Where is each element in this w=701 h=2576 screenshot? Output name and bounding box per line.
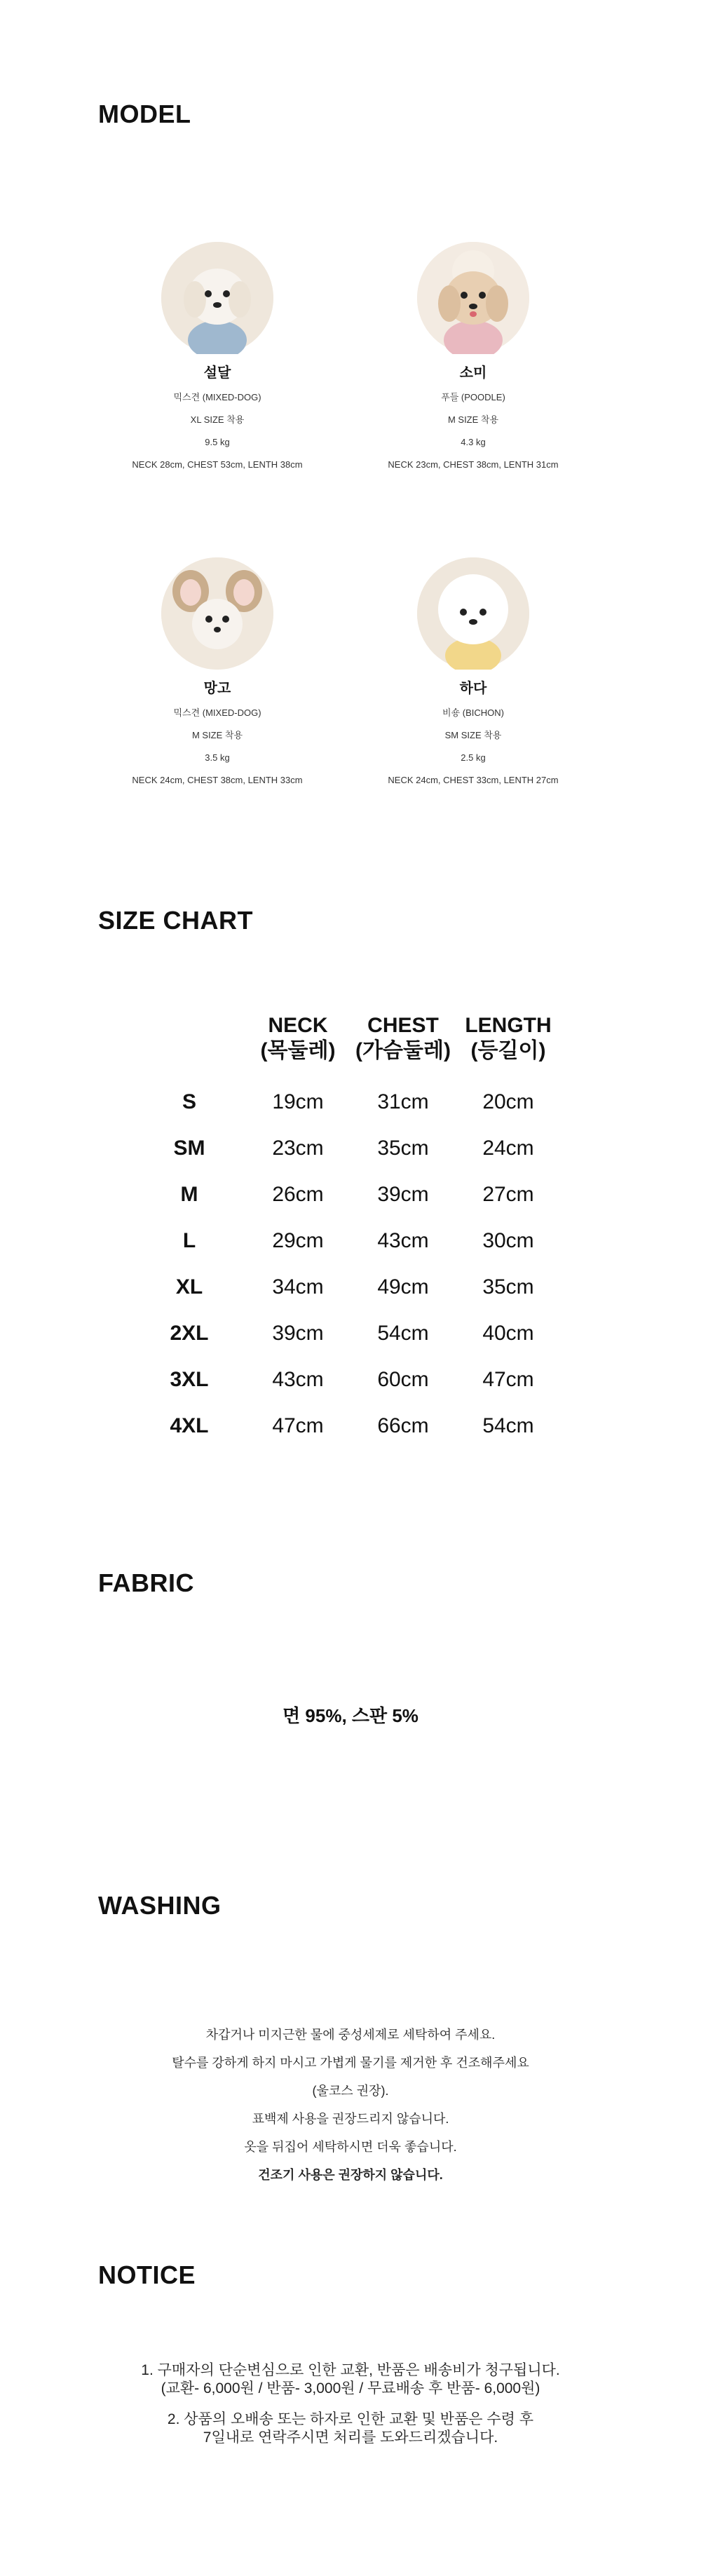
length-cell: 27cm — [482, 1183, 534, 1206]
papillon-dog-photo — [161, 557, 273, 670]
washing-line: (울코스 권장). — [312, 2084, 389, 2098]
length-cell: 54cm — [482, 1414, 534, 1437]
model-weight: 3.5 kg — [205, 752, 230, 763]
size-label: SM — [173, 1137, 205, 1160]
model-name: 설달 — [203, 365, 231, 381]
model-breed: 믹스견 (MIXED-DOG) — [173, 707, 261, 718]
table-row — [133, 1403, 561, 1449]
length-cell: 47cm — [482, 1368, 534, 1391]
length-cell: 20cm — [482, 1090, 534, 1113]
length-cell: 35cm — [482, 1275, 534, 1299]
neck-cell: 19cm — [272, 1090, 324, 1113]
model-measure: NECK 24cm, CHEST 33cm, LENTH 27cm — [388, 775, 559, 785]
washing-line: 탈수를 강하게 하지 마시고 가볍게 물기를 제거한 후 건조해주세요 — [172, 2056, 529, 2070]
model-size: M SIZE 착용 — [191, 730, 243, 740]
notice-line: 1. 구매자의 단순변심으로 인한 교환, 반품은 배송비가 청구됩니다. — [141, 2362, 560, 2378]
table-row — [133, 1264, 561, 1310]
size-label: 2XL — [170, 1322, 209, 1345]
model-weight: 9.5 kg — [205, 437, 230, 447]
section-title-washing: WASHING — [98, 1891, 222, 1920]
chest-cell: 43cm — [377, 1229, 429, 1252]
model-measure: NECK 28cm, CHEST 53cm, LENTH 38cm — [132, 459, 303, 470]
washing-instructions — [0, 2021, 701, 2189]
neck-cell: 43cm — [272, 1368, 324, 1391]
section-title-notice: NOTICE — [98, 2260, 196, 2289]
table-row — [133, 1079, 561, 1125]
table-row — [133, 1310, 561, 1357]
size-label: 3XL — [170, 1368, 209, 1391]
notice-line: 2. 상품의 오배송 또는 하자로 인한 교환 및 반품은 수령 후 — [167, 2411, 534, 2427]
model-size: XL SIZE 착용 — [190, 414, 245, 425]
poodle-pink-shirt-photo — [417, 242, 529, 354]
length-cell: 24cm — [482, 1137, 534, 1160]
neck-cell: 47cm — [272, 1414, 324, 1437]
section-title-fabric: FABRIC — [98, 1568, 194, 1597]
model-card-seoldal — [77, 242, 358, 481]
washing-line: 표백제 사용을 권장드리지 않습니다. — [252, 2112, 449, 2126]
header-en: LENGTH — [465, 1014, 552, 1037]
header-ko: (가슴둘레) — [355, 1039, 451, 1062]
header-en: NECK — [268, 1014, 328, 1037]
model-size: SM SIZE 착용 — [444, 730, 502, 740]
neck-cell: 29cm — [272, 1229, 324, 1252]
size-label: L — [182, 1229, 196, 1252]
model-breed: 비숑 (BICHON) — [442, 707, 504, 718]
chest-cell: 49cm — [377, 1275, 429, 1299]
size-chart-header-row — [133, 1013, 561, 1079]
model-measure: NECK 24cm, CHEST 38cm, LENTH 33cm — [132, 775, 303, 785]
model-name: 소미 — [459, 365, 487, 381]
size-label: 4XL — [170, 1414, 209, 1437]
neck-cell: 26cm — [272, 1183, 324, 1206]
length-column-header — [456, 1013, 561, 1079]
neck-cell: 34cm — [272, 1275, 324, 1299]
size-label: M — [180, 1183, 198, 1206]
chest-cell: 54cm — [377, 1322, 429, 1345]
section-title-model: MODEL — [98, 100, 191, 128]
notice-text — [0, 2361, 701, 2447]
chest-column-header — [350, 1013, 456, 1079]
model-card-somi — [333, 242, 613, 481]
model-name: 하다 — [459, 681, 487, 696]
chest-cell: 66cm — [377, 1414, 429, 1437]
bichon-yellow-shirt-photo — [417, 557, 529, 670]
model-measure: NECK 23cm, CHEST 38cm, LENTH 31cm — [388, 459, 559, 470]
table-row — [133, 1172, 561, 1218]
length-cell: 30cm — [482, 1229, 534, 1252]
notice-line: (교환- 6,000원 / 반품- 3,000원 / 무료배송 후 반품- 6,000원) — [161, 2380, 540, 2397]
table-row — [133, 1218, 561, 1264]
section-title-size-chart: SIZE CHART — [98, 906, 253, 935]
chest-cell: 35cm — [377, 1137, 429, 1160]
model-card-mango — [77, 557, 358, 796]
model-name: 망고 — [203, 681, 231, 696]
chest-cell: 60cm — [377, 1368, 429, 1391]
washing-line: 차갑거나 미지근한 물에 중성세제로 세탁하여 주세요. — [205, 2028, 496, 2042]
neck-column-header — [245, 1013, 350, 1079]
size-chart-table — [133, 1013, 561, 1449]
washing-line: 옷을 뒤집어 세탁하시면 더욱 좋습니다. — [244, 2140, 457, 2154]
fabric-composition: 면 95%, 스판 5% — [283, 1705, 418, 1726]
header-ko: (등길이) — [470, 1039, 546, 1062]
chest-cell: 31cm — [377, 1090, 429, 1113]
size-column-header — [133, 1013, 245, 1079]
header-en: CHEST — [367, 1014, 439, 1037]
length-cell: 40cm — [482, 1322, 534, 1345]
model-weight: 4.3 kg — [461, 437, 486, 447]
notice-line: 7일내로 연락주시면 처리를 도와드리겠습니다. — [203, 2429, 498, 2446]
model-breed: 푸들 (POODLE) — [441, 392, 505, 402]
model-breed: 믹스견 (MIXED-DOG) — [173, 392, 261, 402]
table-row — [133, 1357, 561, 1403]
washing-line-emphasis: 건조기 사용은 권장하지 않습니다. — [258, 2168, 443, 2182]
size-label: S — [182, 1090, 196, 1113]
neck-cell: 23cm — [272, 1137, 324, 1160]
model-size: M SIZE 착용 — [447, 414, 499, 425]
model-card-hada — [333, 557, 613, 796]
chest-cell: 39cm — [377, 1183, 429, 1206]
neck-cell: 39cm — [272, 1322, 324, 1345]
white-dog-blue-shirt-photo — [161, 242, 273, 354]
size-label: XL — [175, 1275, 203, 1299]
table-row — [133, 1125, 561, 1172]
header-ko: (목둘레) — [260, 1039, 336, 1062]
model-weight: 2.5 kg — [461, 752, 486, 763]
